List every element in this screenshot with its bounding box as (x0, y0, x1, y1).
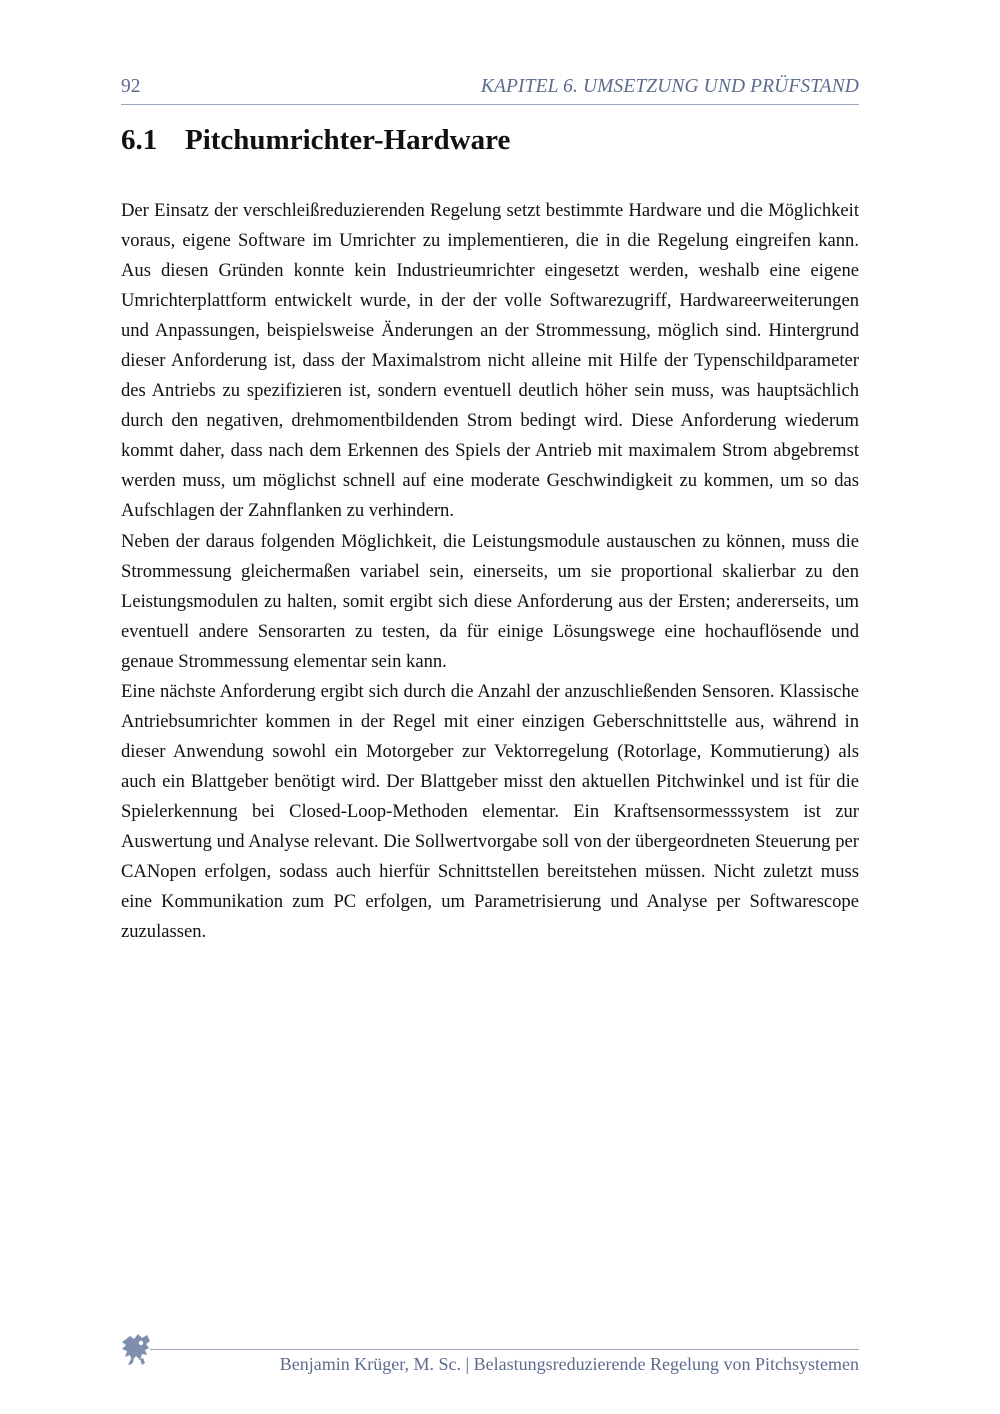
page-number: 92 (121, 76, 141, 97)
footer-text: Benjamin Krüger, M. Sc. | Belastungsreduzierende Regelung von Pitchsystemen (279, 1354, 859, 1374)
heraldic-lion-icon (120, 1331, 154, 1367)
paragraph-2: Neben der daraus folgenden Möglichkeit, die Leistungsmodule austauschen zu können, muss die Strommessung gleichermaßen variabel sein, einerseits, um sie proportional skalierbar zu den Leistungsmodulen zu halten, somit ergibt sich diese Anforderung aus der Ersten; andererseits, um eventuell andere Sensorarten zu testen, da für einige Lösungswege eine hochauflösende und genaue Strommessung elementar sein kann. (121, 530, 859, 672)
body-text (121, 196, 859, 947)
footer-rule (150, 1349, 859, 1350)
section-heading (121, 124, 510, 157)
chapter-title: KAPITEL 6. UMSETZUNG UND PRÜFSTAND (480, 76, 859, 97)
paragraph-1: Der Einsatz der verschleißreduzierenden Regelung setzt bestimmte Hardware und die Möglichkeit voraus, eigene Software im Umrichter zu implementieren, die in die Regelung eingreifen kann. Aus diesen Gründen konnte kein Industrieumrichter eingesetzt werden, weshalb eine eigene Umrichterplattform entwickelt wurde, in der der volle Softwarezugriff, Hardwareerweiterungen und Anpassungen, beispielsweise Änderungen an der Strommessung, möglich sind. Hintergrund dieser Anforderung ist, dass der Maximalstrom nicht alleine mit Hilfe der Typenschildparameter des Antriebs zu spezifizieren ist, sondern eventuell deutlich höher sein muss, was hauptsächlich durch den negativen, drehmomentbildenden Strom bedingt wird. Diese Anforderung wiederum kommt daher, dass nach dem Erkennen des Spiels der Antrieb mit maximalem Strom abgebremst werden muss, um möglichst schnell auf eine moderate Geschwindigkeit zu kommen, um so das Aufschlagen der Zahnflanken zu verhindern. (121, 200, 859, 522)
section-number: 6.1 (121, 124, 158, 156)
paragraph-3: Eine nächste Anforderung ergibt sich durch die Anzahl der anzuschließenden Sensoren. Klassische Antriebsumrichter kommen in der Regel mit einer einzigen Geberschnittstelle aus, während in dieser Anwendung sowohl ein Motorgeber zur Vektorregelung (Rotorlage, Kommutierung) als auch ein Blattgeber benötigt wird. Der Blattgeber misst den aktuellen Pitchwinkel und ist für die Spielerkennung bei Closed-Loop-Methoden elementar. Ein Kraftsensormesssystem ist zur Auswertung und Analyse relevant. Die Sollwertvorgabe soll von der übergeordneten Steuerung per CANopen erfolgen, sodass auch hierfür Schnittstellen bereitstehen müssen. Nicht zuletzt muss eine Kommunikation zum PC erfolgen, um Parametrisierung und Analyse per Softwarescope zuzulassen. (121, 680, 859, 943)
section-title: Pitchumrichter-Hardware (185, 124, 511, 156)
running-header (121, 76, 859, 105)
